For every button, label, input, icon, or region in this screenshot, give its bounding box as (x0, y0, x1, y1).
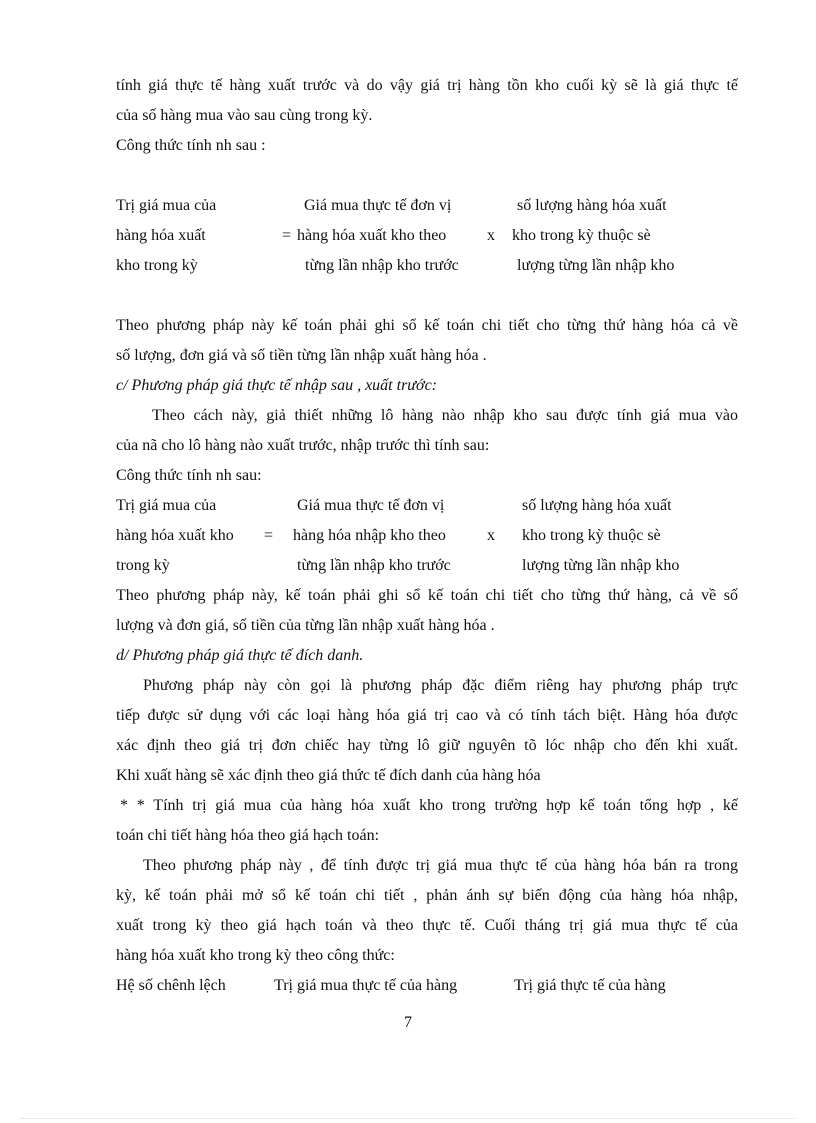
formula-term: kho trong kỳ thuộc sè (522, 527, 661, 544)
paragraph-line: Theo cách này, giả thiết những lô hàng nào nhập kho sau được tính giá mua vào (152, 407, 738, 424)
formula-term: lượng từng lần nhập kho (517, 257, 675, 274)
formula-term: kho trong kỳ (116, 257, 198, 274)
formula-intro: Công thức tính nh sau : (116, 137, 266, 154)
formula-term: số lượng hàng hóa xuất (517, 197, 667, 214)
section-heading-specific: d/ Phương pháp giá thực tế đích danh. (116, 647, 364, 664)
paragraph-line: tính giá thực tế hàng xuất trước và do vậy giá trị hàng tồn kho cuối kỳ sẽ là giá thực tế (116, 77, 738, 94)
page-bottom-divider (20, 1118, 796, 1119)
formula-term: hàng hóa xuất kho (116, 527, 234, 544)
section-heading-lifo: c/ Phương pháp giá thực tế nhập sau , xuất trước: (116, 377, 437, 394)
paragraph-line: của số hàng mua vào sau cùng trong kỳ. (116, 107, 373, 124)
paragraph-line: Theo phương pháp này kế toán phải ghi sổ kế toán chi tiết cho từng thứ hàng hóa cả về (116, 317, 738, 334)
multiply-sign: x (487, 527, 495, 544)
equals-sign: = (282, 227, 292, 244)
formula-term: hàng hóa nhập kho theo (293, 527, 446, 544)
paragraph-line: * * Tính trị giá mua của hàng hóa xuất kho trong trường hợp kế toán tổng hợp , kế (120, 797, 738, 814)
paragraph-line: tiếp được sử dụng với các loại hàng hóa giá trị cao và có tính tách biệt. Hàng hóa được (116, 707, 738, 724)
paragraph-line: Phương pháp này còn gọi là phương pháp đặc điểm riêng hay phương pháp trực (143, 677, 738, 694)
page-number: 7 (404, 1014, 412, 1031)
formula-intro: Công thức tính nh sau: (116, 467, 262, 484)
formula-term: từng lần nhập kho trước (305, 257, 459, 274)
formula-term: từng lần nhập kho trước (297, 557, 451, 574)
formula-term: Hệ số chênh lệch (116, 977, 226, 994)
paragraph-line: số lượng, đơn giá và số tiền từng lần nhập xuất hàng hóa . (116, 347, 487, 364)
formula-term: Giá mua thực tế đơn vị (297, 497, 445, 514)
paragraph-line: toán chi tiết hàng hóa theo giá hạch toán: (116, 827, 380, 844)
multiply-sign: x (487, 227, 495, 244)
formula-intro: hàng hóa xuất kho trong kỳ theo công thức: (116, 947, 395, 964)
paragraph-line: lượng và đơn giá, số tiền của từng lần nhập xuất hàng hóa . (116, 617, 495, 634)
paragraph-line: kỳ, kế toán phải mở sổ kế toán chi tiết , phản ánh sự biến động của hàng hóa nhập, (116, 887, 738, 904)
paragraph-line: Khi xuất hàng sẽ xác định theo giá thức tế đích danh của hàng hóa (116, 767, 541, 784)
formula-term: hàng hóa xuất kho theo (297, 227, 447, 244)
paragraph-line: xác định theo giá trị đơn chiếc hay từng lô giữ nguyên tõ lóc nhập cho đến khi xuất. (116, 737, 738, 754)
formula-term: Trị giá mua của (116, 497, 217, 514)
paragraph-line: Theo phương pháp này, kế toán phải ghi sổ kế toán chi tiết cho từng thứ hàng, cả về số (116, 587, 738, 604)
formula-term: Giá mua thực tế đơn vị (304, 197, 452, 214)
formula-term: lượng từng lần nhập kho (522, 557, 680, 574)
formula-term: Trị giá thực tế của hàng (514, 977, 666, 994)
paragraph-line: xuất trong kỳ theo giá hạch toán và theo thực tế. Cuối tháng trị giá mua thực tế của (116, 917, 738, 934)
formula-term: Trị giá mua của (116, 197, 217, 214)
formula-term: số lượng hàng hóa xuất (522, 497, 672, 514)
equals-sign: = (264, 527, 274, 544)
formula-term: hàng hóa xuất (116, 227, 206, 244)
formula-term: trong kỳ (116, 557, 170, 574)
formula-term: kho trong kỳ thuộc sè (512, 227, 651, 244)
paragraph-line: của nã cho lô hàng nào xuất trước, nhập trước thì tính sau: (116, 437, 490, 454)
paragraph-line: Theo phương pháp này , để tính được trị giá mua thực tế của hàng hóa bán ra trong (143, 857, 738, 874)
formula-term: Trị giá mua thực tế của hàng (274, 977, 458, 994)
